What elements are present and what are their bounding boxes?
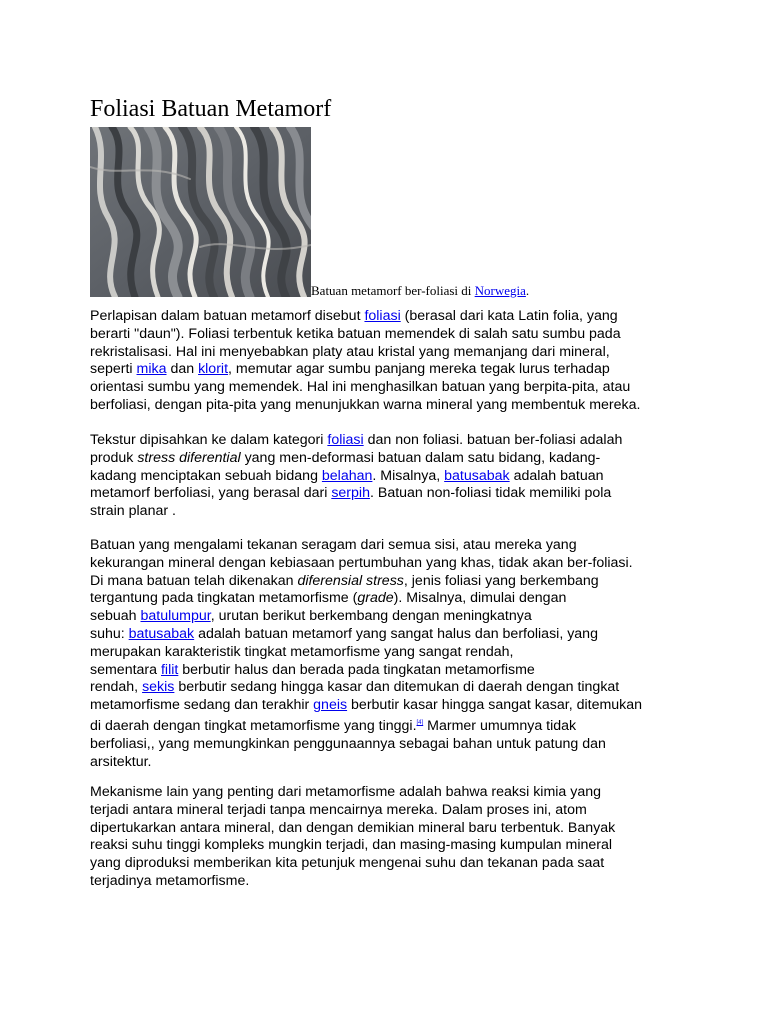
figure-caption [311,283,529,299]
text: ). Misalnya, dimulai dengan [393,590,567,607]
text-line: reaksi suhu tinggi kompleks mungkin terjadi, dan masing-masing kumpulan mineral [90,837,613,854]
text-line: merupakan karakteristik tingkat metamorfisme yang sangat rendah, [90,643,514,660]
text: rendah, [90,679,143,696]
paragraph-grade [90,537,690,771]
text-line: berarti "daun"). Foliasi terbentuk ketika batuan memendek di salah satu sumbu pada [90,325,621,342]
text: berbutir sedang hingga kasar dan ditemukan di daerah dengan tingkat [174,679,620,696]
caption-period: . [525,283,530,298]
text-line: Mekanisme lain yang penting dari metamorfisme adalah bahwa reaksi kimia yang [90,784,602,800]
text-line: strain planar . [90,503,176,520]
foliated-rock-photo [90,127,311,297]
emphasis: diferensial stress [297,572,404,589]
text: kadang menciptakan sebuah bidang [90,467,322,484]
paragraph-tekstur [90,432,690,521]
text: dan non foliasi. batuan ber-foliasi adalah [363,432,623,448]
text: seperti [90,361,137,378]
emphasis: grade [357,590,394,607]
text-line: Batuan yang mengalami tekanan seragam dari semua sisi, atau mereka yang [90,537,577,553]
batusabak-link-2[interactable]: batusabak [128,625,195,642]
foliasi-link-2[interactable]: foliasi [327,432,364,448]
text: sebuah [90,608,141,625]
text: di daerah dengan tingkat metamorfisme yang tinggi. [90,717,417,734]
klorit-link[interactable]: klorit [198,361,229,378]
norwegia-link[interactable]: Norwegia [474,283,526,298]
text: Tekstur dipisahkan ke dalam kategori [90,432,328,448]
text: (berasal dari kata Latin folia, yang [400,308,618,324]
figure [90,127,690,299]
text: tergantung pada tingkatan metamorfisme ( [90,590,358,607]
text-line: kekurangan mineral dengan kebiasaan pertumbuhan yang khas, tidak akan ber-foliasi. [90,554,633,571]
text: . Misalnya, [372,467,445,484]
sekis-link[interactable]: sekis [142,679,175,696]
text-line: terjadinya metamorfisme. [90,872,250,889]
text: adalah batuan metamorf yang sangat halus dan berfoliasi, yang [194,625,598,642]
reference-link[interactable]: [4] [416,719,424,726]
serpih-link[interactable]: serpih [331,485,370,502]
text: , memutar agar sumbu panjang mereka tegak lurus terhadap [228,361,610,378]
foliasi-link[interactable]: foliasi [364,308,401,324]
batusabak-link[interactable]: batusabak [444,467,510,484]
text-line: orientasi sumbu yang memendek. Hal ini menghasilkan batuan yang berpita-pita, atau [90,379,631,396]
text: berbutir kasar hingga sangat kasar, ditemukan [347,697,643,714]
text-line: berfoliasi, dengan pita-pita yang menunjukkan warna mineral yang membentuk mereka. [90,396,641,413]
text-line: arsitektur. [90,753,152,770]
text: berbutir halus dan berada pada tingkatan metamorfisme [178,661,535,678]
text: metamorfisme sedang dan terakhir [90,697,314,714]
text: , urutan berikut berkembang dengan meningkatnya [210,608,532,625]
text: produk [90,449,138,466]
caption-text: Batuan metamorf ber-foliasi di [311,283,475,298]
text: Marmer umumnya tidak [423,717,577,734]
text: metamorf berfoliasi, yang berasal dari [90,485,332,502]
text: adalah batuan [509,467,604,484]
page-title: Foliasi Batuan Metamorf [90,96,332,122]
text: sementara [90,661,161,678]
paragraph-mekanisme [90,784,690,891]
text-line: rekristalisasi. Hal ini menyebabkan platy atau kristal yang memanjang dari mineral, [90,343,610,360]
text-line: yang diproduksi memberikan kita petunjuk mengenai suhu dan tekanan pada saat [90,855,605,872]
text: dan [166,361,199,378]
belahan-link[interactable]: belahan [321,467,373,484]
text: Di mana batuan telah dikenakan [90,572,298,589]
text: . Batuan non-foliasi tidak memiliki pola [369,485,612,502]
filit-link[interactable]: filit [160,661,179,678]
paragraph-foliasi-definition [90,308,690,415]
text: suhu: [90,625,129,642]
text: Perlapisan dalam batuan metamorf disebut [90,308,365,324]
text: , jenis foliasi yang berkembang [403,572,599,589]
gneis-link[interactable]: gneis [313,697,348,714]
text-line: dipertukarkan antara mineral, dan dengan demikian mineral baru terbentuk. Banyak [90,819,616,836]
batulumpur-link[interactable]: batulumpur [140,608,211,625]
text-line: berfoliasi,, yang memungkinkan penggunaannya sebagai bahan untuk patung dan [90,735,606,752]
text-line: terjadi antara mineral terjadi tanpa mencairnya mereka. Dalam proses ini, atom [90,801,587,818]
emphasis: stress diferential [137,449,241,466]
text: yang men-deformasi batuan dalam satu bidang, kadang- [240,449,601,466]
mika-link[interactable]: mika [136,361,167,378]
